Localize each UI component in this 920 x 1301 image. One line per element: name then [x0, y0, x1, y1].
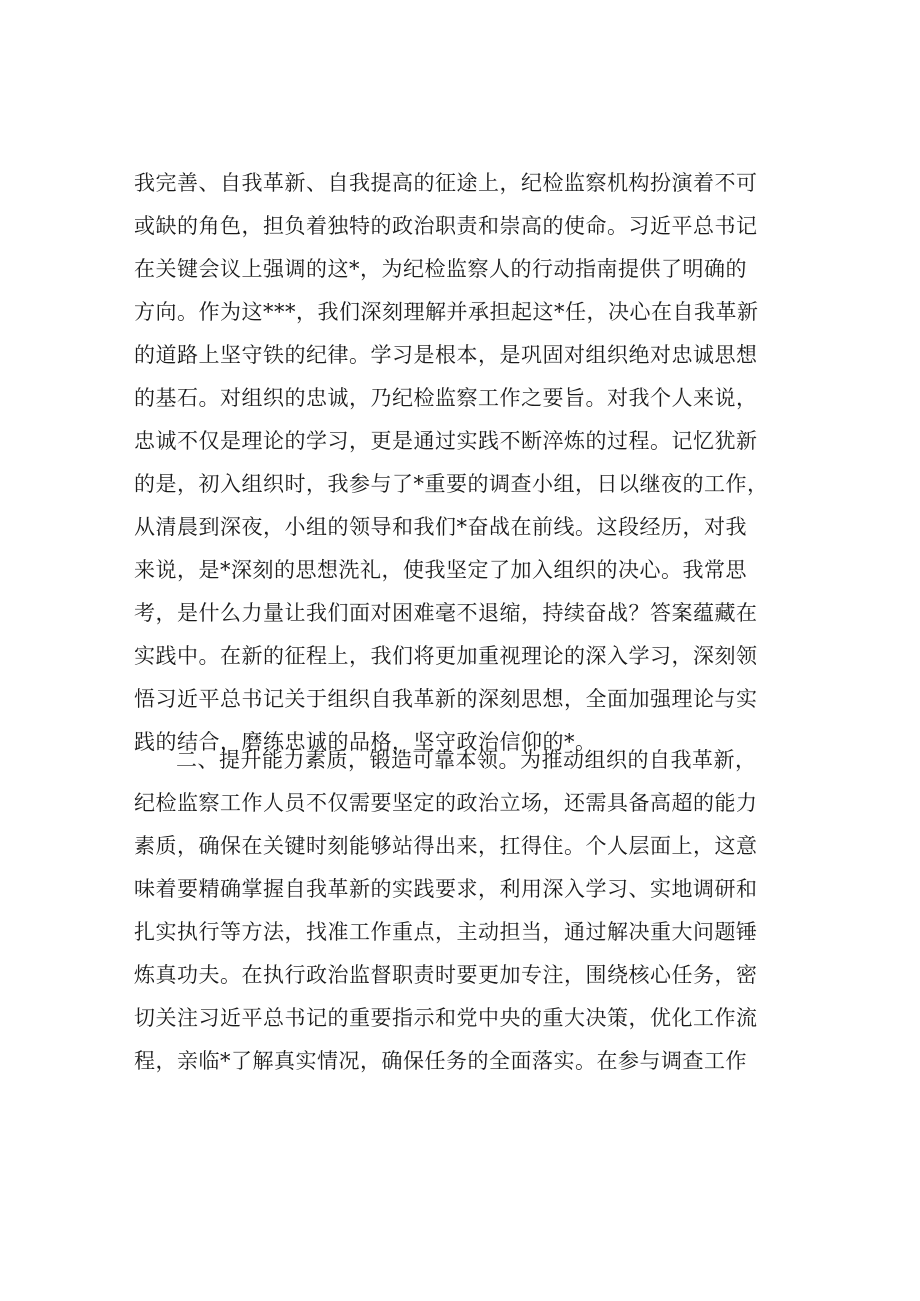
section-heading-line: 二、提升能力素质，锻造可靠本领。为推动组织的自我革新， — [176, 748, 757, 772]
text-line: 从清晨到深夜，小组的领导和我们*奋战在前线。这段经历，对我 — [134, 515, 747, 539]
text-line: 来说，是*深刻的思想洗礼，使我坚定了加入组织的决心。我常思 — [134, 558, 747, 582]
text-line: 的道路上坚守铁的纪律。学习是根本，是巩固对组织绝对忠诚思想 — [134, 343, 758, 367]
text-line: 味着要精确掌握自我革新的实践要求，利用深入学习、实地调研和 — [134, 877, 758, 901]
text-line: 纪检监察工作人员不仅需要坚定的政治立场，还需具备高超的能力 — [134, 791, 758, 815]
text-line: 忠诚不仅是理论的学习，更是通过实践不断淬炼的过程。记忆犹新 — [134, 429, 758, 453]
text-line: 炼真功夫。在执行政治监督职责时要更加专注，围绕核心任务，密 — [134, 963, 758, 987]
text-line: 的基石。对组织的忠诚，乃纪检监察工作之要旨。对我个人来说， — [134, 386, 758, 410]
text-line: 素质，确保在关键时刻能够站得出来，扛得住。个人层面上，这意 — [134, 834, 758, 858]
text-line: 程，亲临*了解真实情况，确保任务的全面落实。在参与调查工作 — [134, 1049, 747, 1073]
text-line: 切关注习近平总书记的重要指示和党中央的重大决策，优化工作流 — [134, 1006, 758, 1030]
text-line: 方向。作为这***，我们深刻理解并承担起这*任，决心在自我革新 — [134, 300, 759, 324]
text-line: 实践中。在新的征程上，我们将更加重视理论的深入学习，深刻领 — [134, 644, 758, 668]
text-line: 考，是什么力量让我们面对困难毫不退缩，持续奋战？答案蕴藏在 — [134, 601, 758, 625]
text-line: 的是，初入组织时，我参与了*重要的调查小组，日以继夜的工作， — [134, 472, 769, 496]
text-line: 我完善、自我革新、自我提高的征途上，纪检监察机构扮演着不可 — [134, 171, 758, 195]
text-line: 悟习近平总书记关于组织自我革新的深刻思想，全面加强理论与实 — [134, 687, 758, 711]
text-line: 在关键会议上强调的这*，为纪检监察人的行动指南提供了明确的 — [134, 257, 747, 281]
text-line: 或缺的角色，担负着独特的政治职责和崇高的使命。习近平总书记 — [134, 214, 758, 238]
text-line: 扎实执行等方法，找准工作重点，主动担当，通过解决重大问题锤 — [134, 920, 758, 944]
text-line: 践的结合，磨练忠诚的品格，坚守政治信仰的*。 — [134, 730, 597, 754]
